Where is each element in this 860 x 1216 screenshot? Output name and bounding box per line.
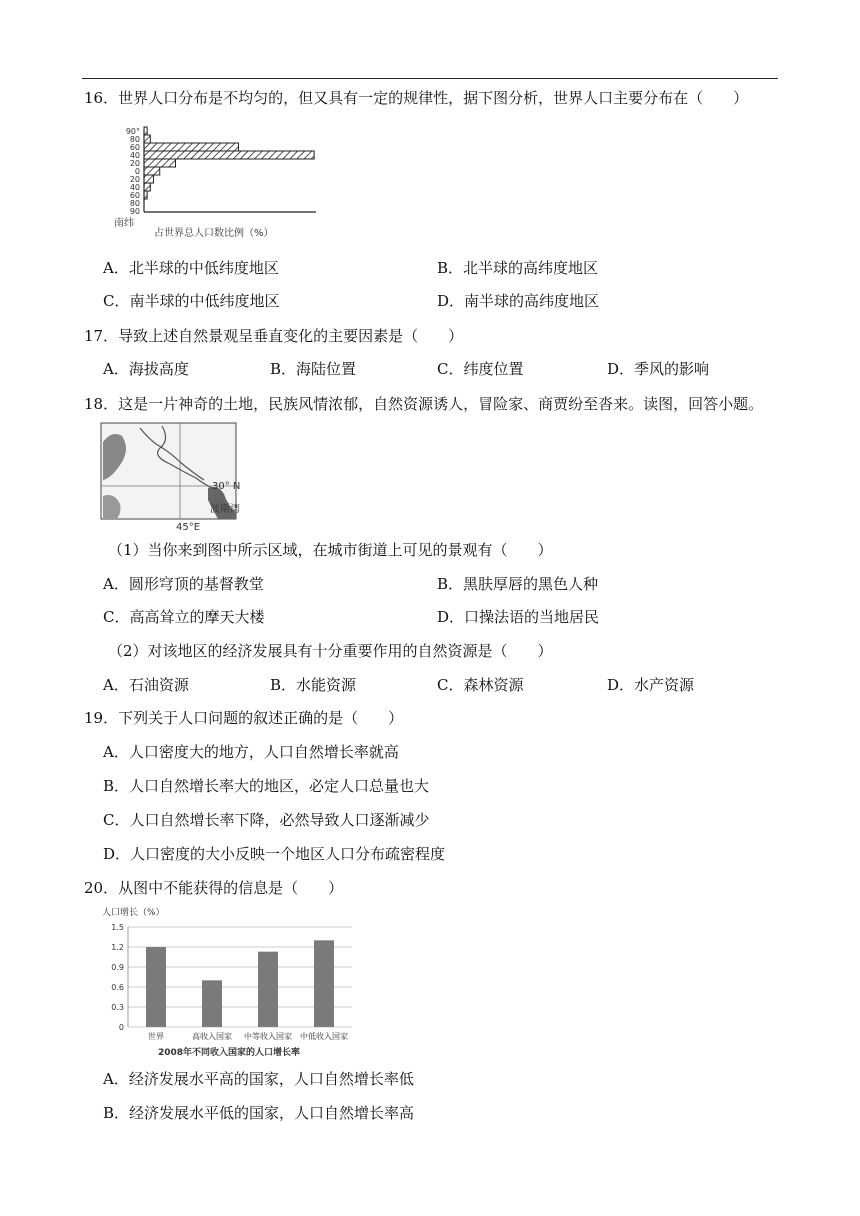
- q17-option-b[interactable]: B．海陆位置: [270, 360, 357, 378]
- chart2-y-label: 人口增长（%）: [102, 908, 165, 918]
- q18-1-option-c[interactable]: C．高高耸立的摩天大楼: [103, 608, 265, 626]
- persian-gulf-map: [100, 422, 240, 532]
- q16-option-c[interactable]: C．南半球的中低纬度地区: [103, 292, 280, 310]
- q16-option-b[interactable]: B．北半球的高纬度地区: [437, 259, 599, 277]
- q18-1-option-a[interactable]: A．圆形穹顶的基督教堂: [103, 575, 264, 593]
- x-category-label: 中低收入国家: [300, 1032, 348, 1041]
- q20-option-b[interactable]: B．经济发展水平低的国家，人口自然增长率高: [103, 1104, 415, 1122]
- q19-option-a[interactable]: A．人口密度大的地方，人口自然增长率就高: [103, 743, 399, 761]
- q18-2-option-a[interactable]: A．石油资源: [103, 676, 189, 694]
- chart1-x-label: 占世界总人口数比例（%）: [154, 228, 274, 239]
- y-tick-label: 0: [118, 1023, 124, 1032]
- lat-tick-label: 40: [129, 183, 140, 192]
- q18-1-option-d[interactable]: D．口操法语的当地居民: [437, 608, 600, 626]
- population-growth-chart: [100, 905, 365, 1060]
- lat-tick-label: 20: [129, 159, 140, 168]
- q19-option-c[interactable]: C．人口自然增长率下降，必然导致人口逐渐减少: [103, 811, 430, 829]
- south-latitude-label: 南纬: [114, 218, 134, 229]
- lat-tick-label: 60: [129, 143, 140, 152]
- q18-sub1-stem: （1）当你来到图中所示区域，在城市街道上可见的景观有（ ）: [108, 541, 553, 559]
- latitude-30n-label: 30° N: [212, 481, 240, 492]
- q19-option-d[interactable]: D．人口密度的大小反映一个地区人口分布疏密程度: [103, 845, 446, 863]
- q16-option-a[interactable]: A．北半球的中低纬度地区: [103, 259, 279, 277]
- y-tick-label: 0.6: [111, 983, 124, 992]
- y-tick-label: 1.5: [111, 923, 124, 932]
- lat-tick-label: 80: [129, 135, 140, 144]
- question-18-stem: 18．这是一片神奇的土地，民族风情浓郁，自然资源诱人，冒险家、商贾纷至沓来。读图，回答小题。: [84, 395, 764, 413]
- q18-sub2-stem: （2）对该地区的经济发展具有十分重要作用的自然资源是（ ）: [108, 642, 553, 660]
- q20-option-a[interactable]: A．经济发展水平高的国家，人口自然增长率低: [103, 1070, 414, 1088]
- persian-gulf-label: 波斯湾: [210, 504, 240, 515]
- lat-bar: [144, 151, 314, 159]
- lat-tick-label: 40: [129, 151, 140, 160]
- q18-2-option-d[interactable]: D．水产资源: [607, 676, 695, 694]
- growth-bar: [314, 940, 334, 1027]
- q16-option-d[interactable]: D．南半球的高纬度地区: [437, 292, 600, 310]
- lat-tick-label: 60: [129, 191, 140, 200]
- q18-2-option-b[interactable]: B．水能资源: [270, 676, 357, 694]
- question-20-stem: 20．从图中不能获得的信息是（ ）: [84, 879, 344, 897]
- q18-2-option-c[interactable]: C．森林资源: [437, 676, 524, 694]
- lat-tick-label: 90°: [125, 127, 140, 136]
- y-tick-label: 0.9: [111, 963, 124, 972]
- q17-option-d[interactable]: D．季风的影响: [607, 360, 710, 378]
- population-latitude-chart: [110, 126, 330, 246]
- y-tick-label: 0.3: [111, 1003, 124, 1012]
- q17-option-c[interactable]: C．纬度位置: [437, 360, 524, 378]
- question-17-stem: 17．导致上述自然景观呈垂直变化的主要因素是（ ）: [84, 327, 464, 345]
- lat-tick-label: 20: [129, 175, 140, 184]
- header-rule: [82, 78, 778, 79]
- question-19-stem: 19．下列关于人口问题的叙述正确的是（ ）: [84, 709, 404, 727]
- growth-bar: [258, 952, 278, 1027]
- chart2-title: 2008年不同收入国家的人口增长率: [158, 1048, 301, 1058]
- lat-bar: [144, 167, 160, 175]
- x-category-label: 中等收入国家: [244, 1032, 292, 1041]
- lat-tick-label: 90: [129, 207, 140, 216]
- lat-bar: [144, 183, 150, 191]
- lat-tick-label: 80: [129, 199, 140, 208]
- growth-bar: [146, 947, 166, 1027]
- lat-bar: [144, 135, 150, 143]
- q19-option-b[interactable]: B．人口自然增长率大的地区，必定人口总量也大: [103, 777, 430, 795]
- question-16-stem: 16．世界人口分布是不均匀的，但又具有一定的规律性，据下图分析，世界人口主要分布在（ ）: [84, 89, 749, 107]
- lat-bar: [144, 159, 176, 167]
- q18-1-option-b[interactable]: B．黑肤厚唇的黑色人种: [437, 575, 599, 593]
- lat-tick-label: 0: [134, 167, 140, 176]
- lat-bar: [144, 143, 239, 151]
- y-tick-label: 1.2: [111, 943, 124, 952]
- q17-option-a[interactable]: A．海拔高度: [103, 360, 189, 378]
- x-category-label: 世界: [148, 1032, 164, 1041]
- lat-bar: [144, 175, 153, 183]
- growth-bar: [202, 980, 222, 1027]
- longitude-45e-label: 45°E: [176, 522, 201, 532]
- x-category-label: 高收入国家: [192, 1032, 232, 1041]
